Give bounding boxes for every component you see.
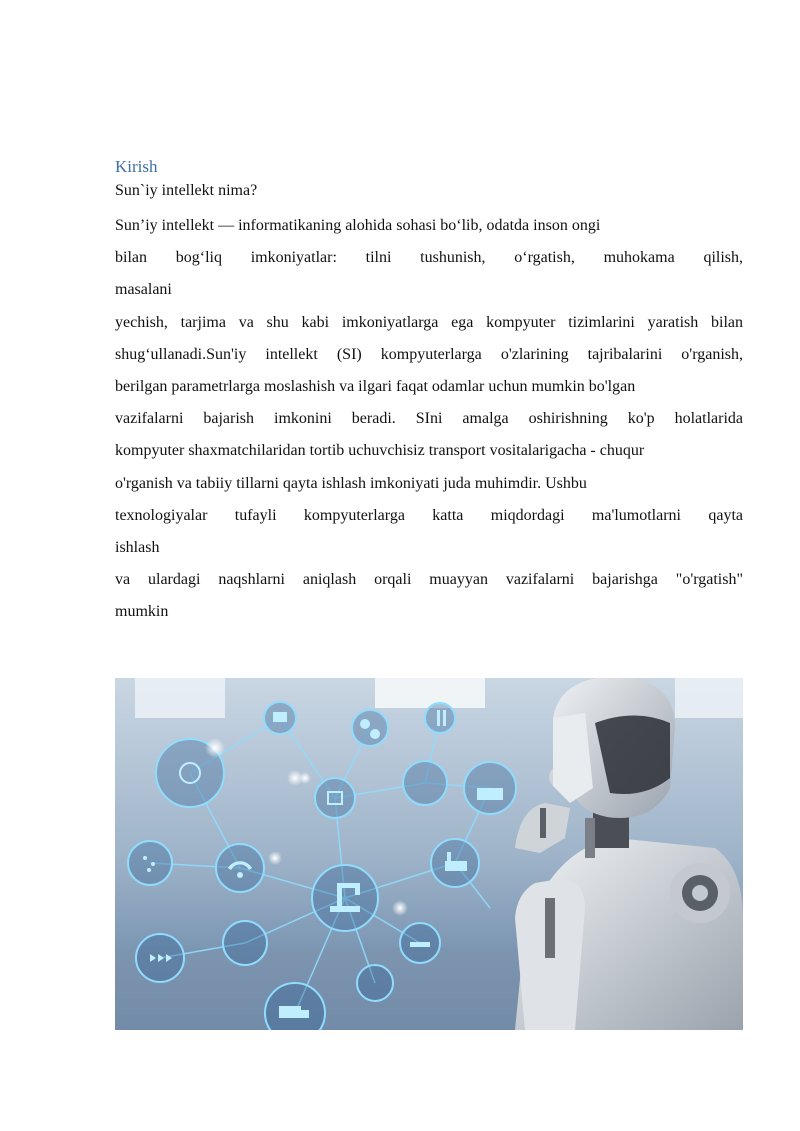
section-heading: Kirish xyxy=(115,157,158,176)
paragraph-line: kompyuter shaxmatchilaridan tortib uchuvchisiz transport vositalarigacha - chuqur xyxy=(115,442,645,459)
paragraph-line: mumkin xyxy=(115,603,169,620)
paragraph-line: yechish, tarjima va shu kabi imkoniyatlarga ega kompyuter tizimlarini yaratish bilan xyxy=(115,314,743,331)
paragraph-line: masalani xyxy=(115,281,172,298)
paragraph-line: va ulardagi naqshlarni aniqlash orqali muayyan vazifalarni bajarishga "o'rgatish" xyxy=(115,571,743,588)
paragraph-line: o'rganish va tabiiy tillarni qayta ishlash imkoniyati juda muhimdir. Ushbu xyxy=(115,475,587,492)
paragraph-line: shug‘ullanadi.Sun'iy intellekt (SI) kompyuterlarga o'zlarining tajribalarini o'rganish, xyxy=(115,346,743,363)
paragraph-line: texnologiyalar tufayli kompyuterlarga katta miqdordagi ma'lumotlarni qayta xyxy=(115,507,743,524)
paragraph-line: berilgan parametrlarga moslashish va ilgari faqat odamlar uchun mumkin bo'lgan xyxy=(115,378,636,395)
paragraph-line: bilan bog‘liq imkoniyatlar: tilni tushunish, o‘rgatish, muhokama qilish, xyxy=(115,249,743,266)
ai-robot-network-image xyxy=(115,678,743,1030)
paragraph-line: ishlash xyxy=(115,539,160,556)
paragraph-line: vazifalarni bajarish imkonini beradi. SIni amalga oshirishning ko'p holatlarida xyxy=(115,410,743,427)
paragraph-line: Sun’iy intellekt — informatikaning alohida sohasi bo‘lib, odatda inson ongi xyxy=(115,217,601,234)
section-subheading: Sun`iy intellekt nima? xyxy=(115,182,258,199)
